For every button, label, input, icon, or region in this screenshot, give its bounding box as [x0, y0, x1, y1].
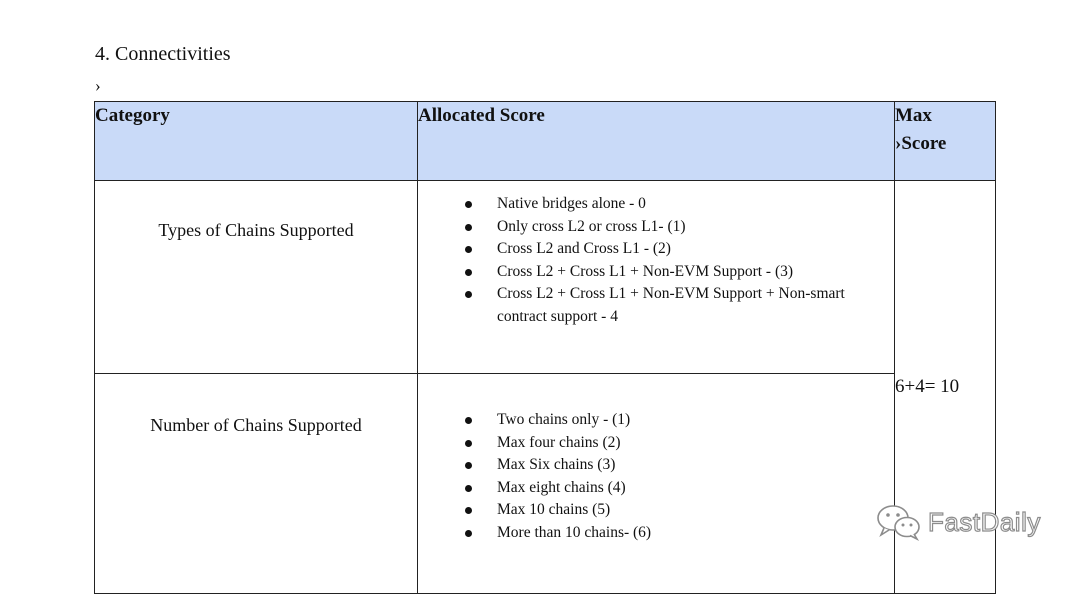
header-allocated-score: Allocated Score	[418, 102, 895, 181]
list-item: Max Six chains (3)	[497, 454, 882, 477]
list-item: Max eight chains (4)	[497, 477, 882, 500]
watermark	[874, 500, 1049, 544]
list-item: Cross L2 + Cross L1 + Non-EVM Support + Non-smart contract support - 4	[497, 283, 882, 328]
header-category: Category	[95, 102, 418, 181]
allocated-score-cell	[418, 181, 895, 374]
score-table	[94, 101, 996, 594]
score-list	[418, 409, 894, 544]
list-item: Cross L2 + Cross L1 + Non-EVM Support - (3)	[497, 261, 882, 284]
list-item: Cross L2 and Cross L1 - (2)	[497, 238, 882, 261]
header-max-line2: ›Score	[895, 133, 947, 154]
header-max-score	[895, 102, 996, 181]
header-max-line1: Max	[895, 105, 932, 126]
table-row	[95, 374, 996, 594]
list-item: More than 10 chains- (6)	[497, 522, 882, 545]
max-score-cell: 6+4= 10	[895, 181, 996, 594]
table-row	[95, 181, 996, 374]
allocated-score-cell	[418, 374, 895, 594]
score-list	[418, 193, 894, 328]
list-item: Two chains only - (1)	[497, 409, 882, 432]
table-header-row	[95, 102, 996, 181]
list-item: Native bridges alone - 0	[497, 193, 882, 216]
category-cell: Number of Chains Supported	[95, 374, 418, 594]
wechat-icon	[874, 502, 924, 542]
list-item: Max 10 chains (5)	[497, 499, 882, 522]
list-item: Max four chains (2)	[497, 432, 882, 455]
section-heading: 4. Connectivities	[95, 43, 231, 65]
list-item: Only cross L2 or cross L1- (1)	[497, 216, 882, 239]
category-cell: Types of Chains Supported	[95, 181, 418, 374]
collapse-caret-icon: ›	[95, 76, 101, 95]
watermark-text: FastDaily	[928, 506, 1041, 537]
